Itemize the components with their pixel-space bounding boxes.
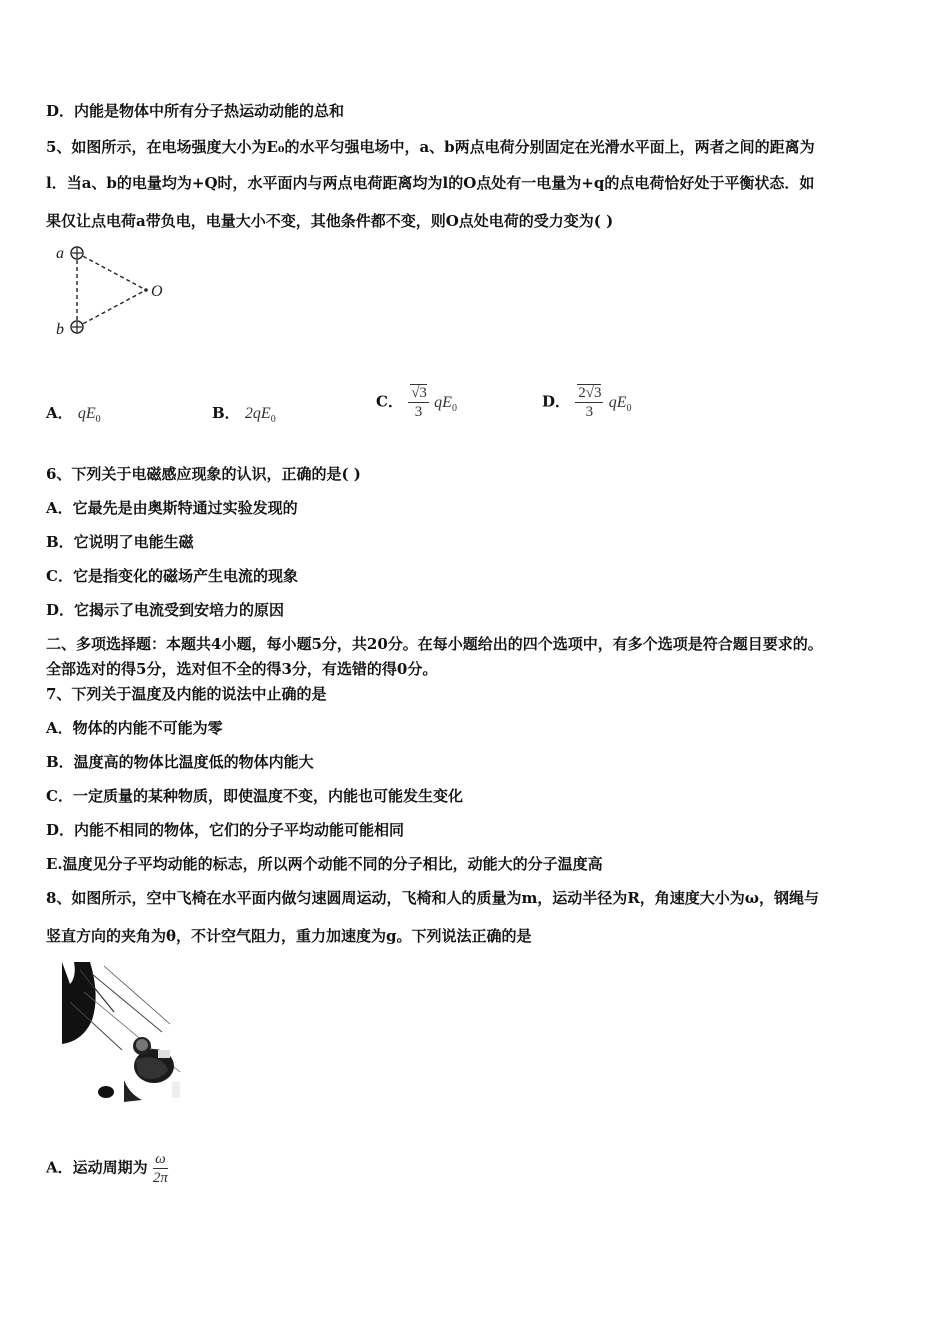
q7-option-b: B．温度高的物体比温度低的物体内能大 xyxy=(46,753,314,771)
line-a-o xyxy=(77,253,146,290)
q7-option-d: D．内能不相同的物体，它们的分子平均动能可能相同 xyxy=(46,821,405,839)
q7-option-e: E.温度见分子平均动能的标志，所以两个动能不同的分子相比，动能大的分子温度高 xyxy=(46,855,603,873)
point-o xyxy=(144,288,148,292)
q5-stem-line1: 5、如图所示，在电场强度大小为E₀的水平匀强电场中，a、b两点电荷分别固定在光滑水平面上，两者之间的距离为 xyxy=(46,138,815,156)
q8-option-a: A．运动周期为 $\frac{\omega}{2\pi}$ xyxy=(46,1151,168,1186)
q5-option-d-expr: $qE_0$ xyxy=(608,393,632,414)
q8-stem-line2: 竖直方向的夹角为θ，不计空气阻力，重力加速度为g。下列说法正确的是 xyxy=(46,927,532,945)
label-a: a xyxy=(56,245,64,262)
q7-option-c: C．一定质量的某种物质，即使温度不变，内能也可能发生变化 xyxy=(46,787,463,805)
q5-option-d: D． $\frac{2√3}{3}$ $qE_0$ xyxy=(542,385,632,420)
q5-option-a-expr: $qE_0$ xyxy=(77,405,101,426)
q8-stem-line1: 8、如图所示，空中飞椅在水平面内做匀速圆周运动，飞椅和人的质量为m，运动半径为R，角速度大小为ω，钢绳与 xyxy=(46,889,820,907)
q5-option-d-fraction: $\frac{2√3}{3}$ xyxy=(575,384,603,421)
section2-heading-line1: 二、多项选择题：本题共4小题，每小题5分，共20分。在每小题给出的四个选项中，有多个选项是符合题目要求的。 xyxy=(46,635,823,653)
q5-option-c: C． $\frac{√3}{3}$ $qE_0$ xyxy=(376,385,457,420)
section2-heading-line2: 全部选对的得5分，选对但不全的得3分，有选错的得0分。 xyxy=(46,660,438,678)
swing-chair-photo xyxy=(62,962,184,1104)
q5-option-c-expr: $qE_0$ xyxy=(434,393,457,414)
q6-option-b: B．它说明了电能生磁 xyxy=(46,533,194,551)
q4-option-d: D．内能是物体中所有分子热运动动能的总和 xyxy=(46,102,345,120)
charges-figure xyxy=(50,240,180,345)
q5-stem-line2: l．当a、b的电量均为+Q时，水平面内与两点电荷距离均为l的O点处有一电量为+q的点电荷恰好处于平衡状态．如 xyxy=(46,174,815,192)
q6-stem: 6、下列关于电磁感应现象的认识，正确的是( ) xyxy=(46,465,361,483)
q8-option-a-fraction: $\frac{\omega}{2\pi}$ xyxy=(152,1151,168,1186)
q5-option-b-expr: $2qE_0$ xyxy=(244,405,276,426)
q5-stem-line3: 果仅让点电荷a带负电，电量大小不变，其他条件都不变，则O点处电荷的受力变为( ) xyxy=(46,212,614,230)
q6-option-d: D．它揭示了电流受到安培力的原因 xyxy=(46,601,285,619)
line-b-o xyxy=(77,290,146,327)
q7-stem: 7、下列关于温度及内能的说法中止确的是 xyxy=(46,685,327,703)
label-o: O xyxy=(151,283,163,300)
q6-option-a: A．它最先是由奥斯特通过实验发现的 xyxy=(46,499,298,517)
q5-option-b: B． $2qE_0$ xyxy=(212,404,276,426)
q6-option-c: C．它是指变化的磁场产生电流的现象 xyxy=(46,567,298,585)
q7-option-a: A．物体的内能不可能为零 xyxy=(46,719,223,737)
q5-option-c-fraction: $\frac{√3}{3}$ xyxy=(408,384,429,421)
label-b: b xyxy=(56,321,64,338)
q5-option-a: A． $qE_0$ xyxy=(46,404,101,426)
